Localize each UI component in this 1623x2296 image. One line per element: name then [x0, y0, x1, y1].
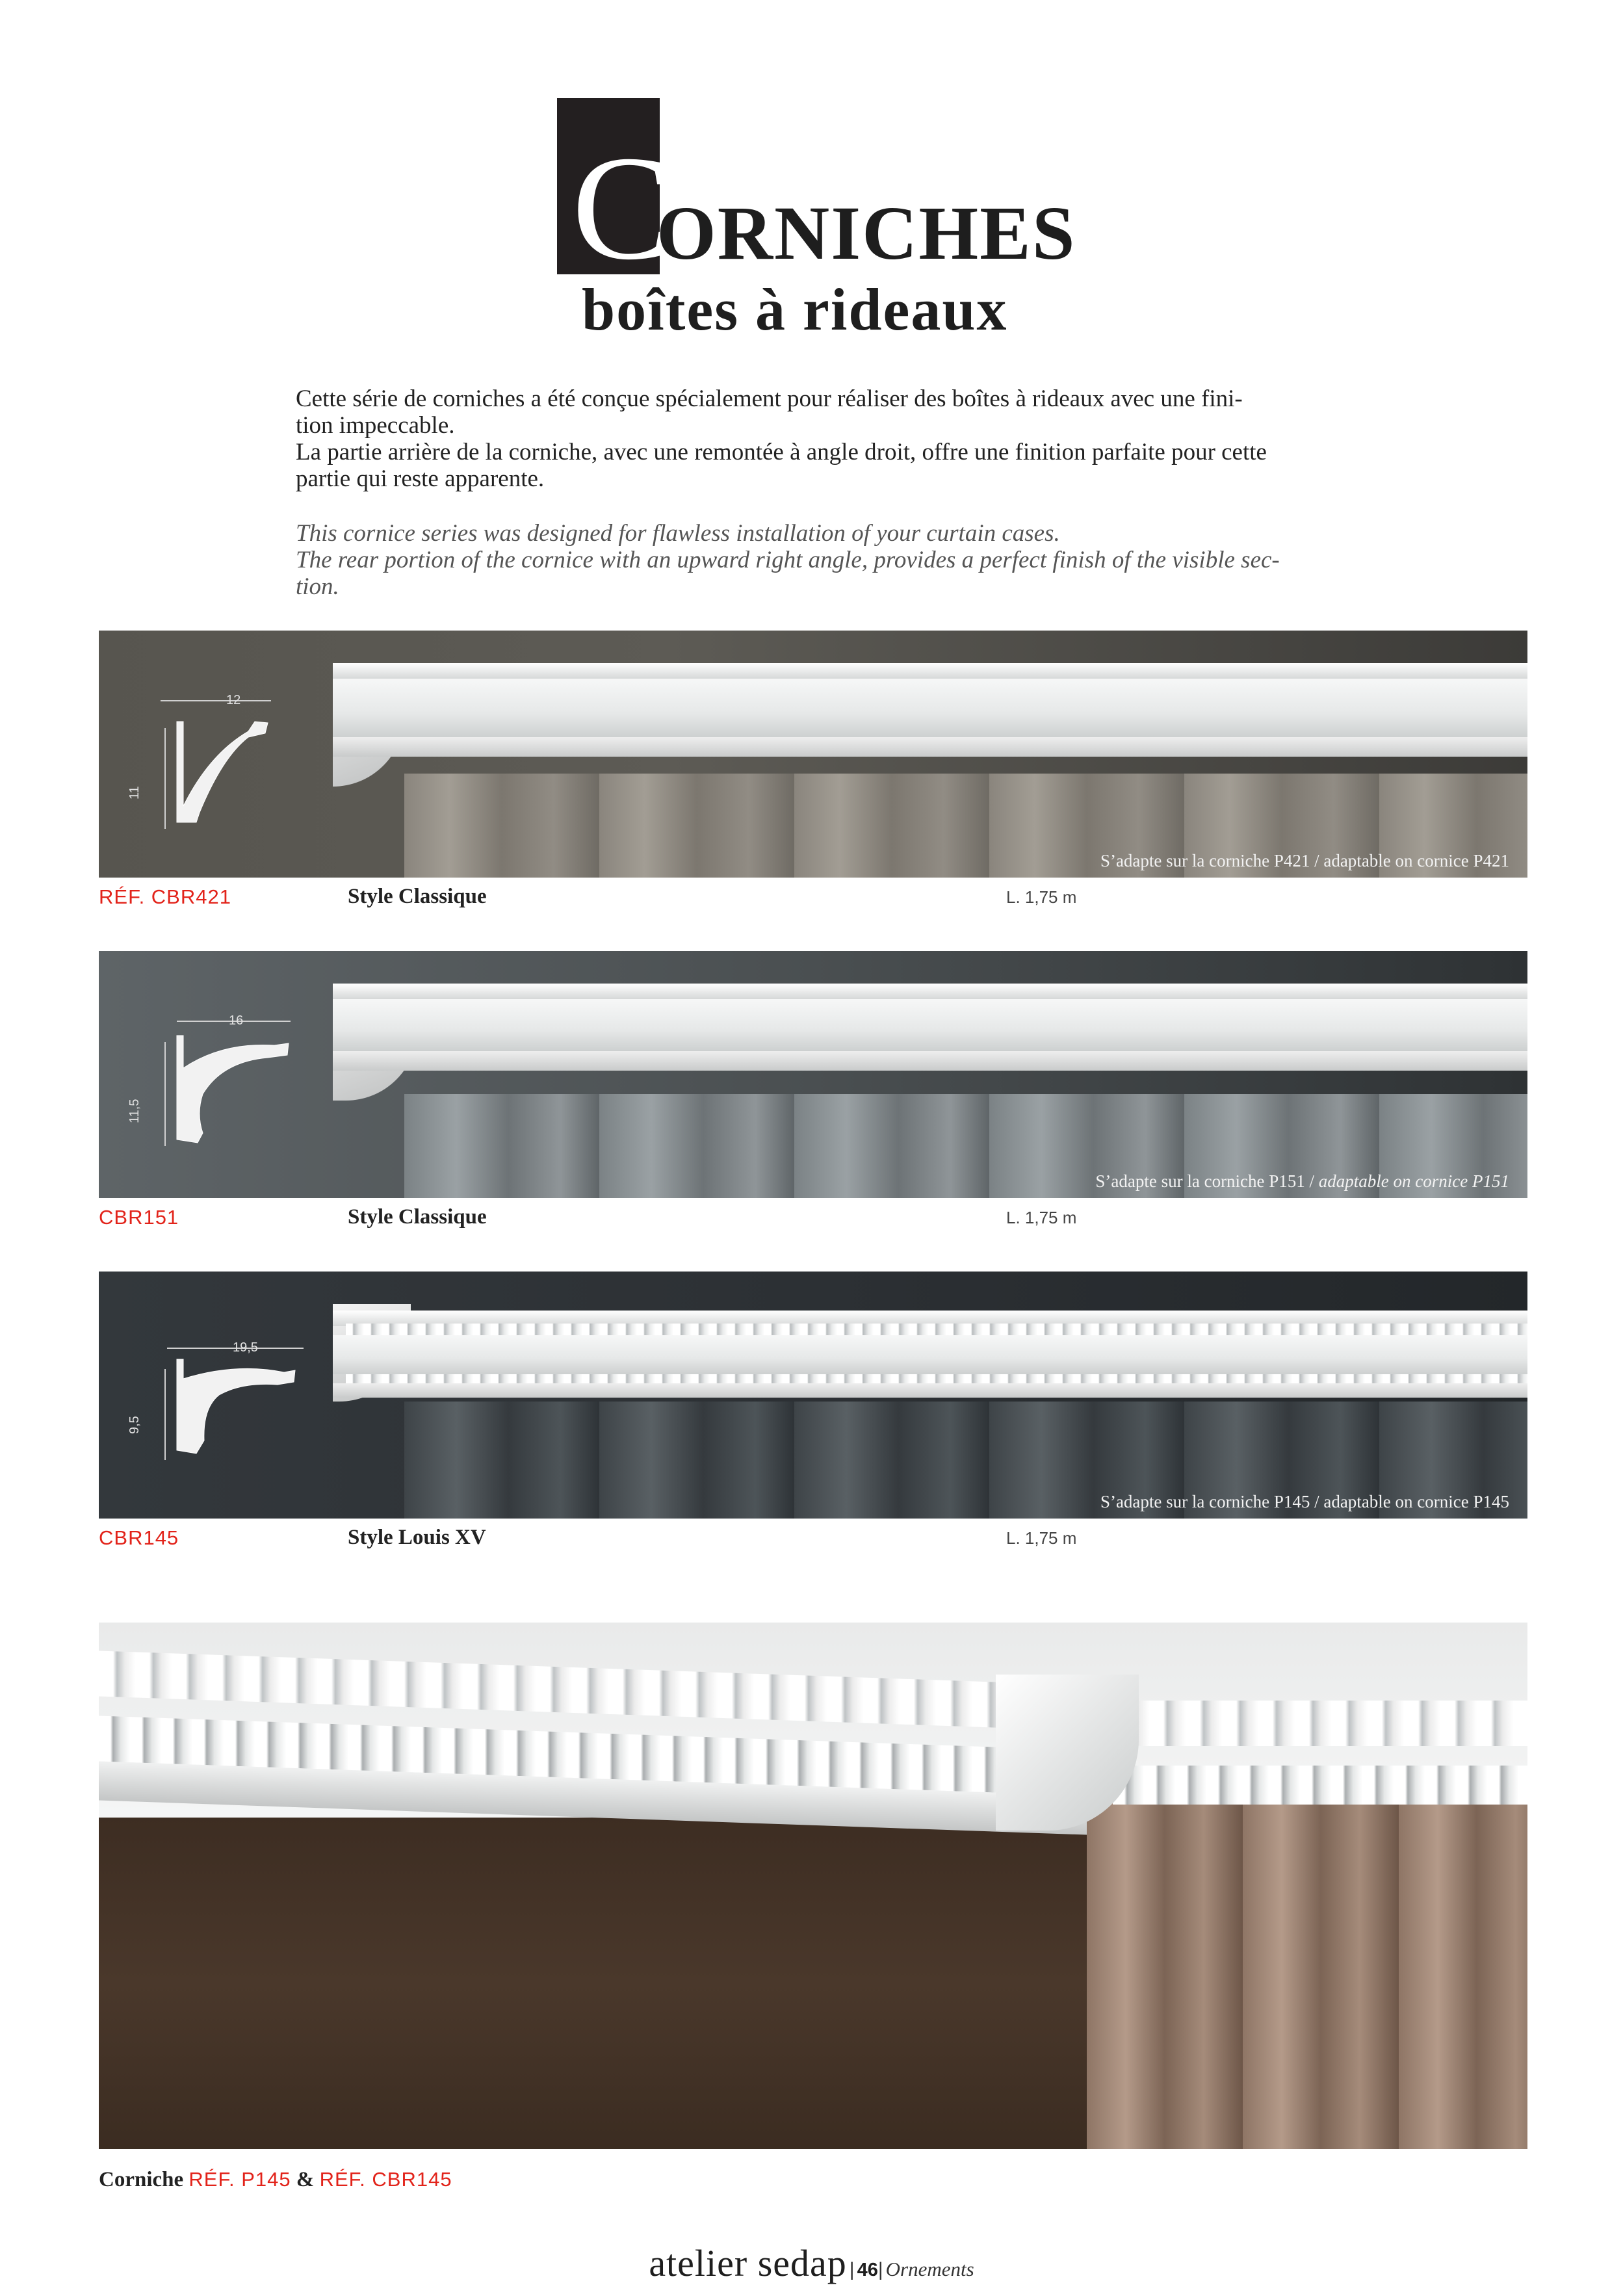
intro-english: [296, 520, 1401, 600]
intro-en-line: tion.: [296, 573, 339, 600]
product-ref: CBR145: [99, 1526, 179, 1549]
dimension-height: 11: [127, 786, 142, 800]
dimension-height: 9,5: [127, 1416, 142, 1434]
product-photo-cbr151: [99, 951, 1527, 1198]
caption-amp: &: [296, 2168, 315, 2191]
footer-separator: |: [849, 2259, 855, 2280]
photo-caption: [99, 2168, 452, 2192]
intro-french: [296, 385, 1401, 492]
adapt-en: adaptable on cornice P421: [1323, 851, 1509, 870]
product-length: L. 1,75 m: [1006, 887, 1077, 907]
profile-drawing: [151, 1016, 307, 1159]
product-photo-cbr421: [99, 631, 1527, 878]
caption-label: Corniche: [99, 2168, 184, 2191]
adapt-note: [1100, 851, 1509, 871]
adapt-en: adaptable on cornice P151: [1318, 1171, 1509, 1191]
adapt-note: [1095, 1171, 1509, 1192]
page-subtitle: boîtes à rideaux: [582, 276, 1008, 343]
caption-ref: RÉF. CBR145: [319, 2168, 452, 2191]
cornice-image: [333, 631, 1527, 800]
dimension-width: 19,5: [233, 1340, 258, 1355]
intro-fr-line: La partie arrière de la corniche, avec une remontée à angle droit, offre une finition parfaite pour cette: [296, 439, 1267, 465]
profile-drawing: [151, 696, 281, 839]
product-style: Style Classique: [348, 1205, 487, 1229]
caption-ref: RÉF. P145: [188, 2168, 291, 2191]
page-title: ORNICHES: [656, 190, 1076, 276]
product-style: Style Louis XV: [348, 1526, 486, 1549]
adapt-fr: S’adapte sur la corniche P145 /: [1100, 1492, 1324, 1511]
page-number: 46: [857, 2260, 878, 2280]
footer: [0, 2241, 1623, 2285]
cornice-image: [333, 1272, 1527, 1428]
intro-fr-line: tion impeccable.: [296, 412, 455, 439]
adapt-en: adaptable on cornice P145: [1323, 1492, 1509, 1511]
product-style: Style Classique: [348, 885, 487, 908]
dimension-width: 12: [226, 693, 241, 707]
cornice-image: [333, 951, 1527, 1120]
product-photo-cbr145: [99, 1272, 1527, 1519]
adapt-fr: S’adapte sur la corniche P421 /: [1100, 851, 1324, 870]
brand-name: atelier sedap: [649, 2242, 847, 2284]
product-length: L. 1,75 m: [1006, 1208, 1077, 1227]
intro-en-line: The rear portion of the cornice with an upward right angle, provides a perfect finish of the visible sec-: [296, 547, 1280, 573]
product-ref: RÉF. CBR421: [99, 885, 231, 908]
dimension-height: 11,5: [127, 1099, 142, 1123]
intro-fr-line: Cette série de corniches a été conçue spécialement pour réaliser des boîtes à rideaux avec une fini-: [296, 385, 1243, 412]
footer-separator: |: [877, 2259, 883, 2280]
dimension-width: 16: [229, 1013, 244, 1028]
adapt-note: [1100, 1492, 1509, 1512]
profile-drawing: [151, 1343, 307, 1473]
adapt-fr: S’adapte sur la corniche P151 /: [1095, 1171, 1319, 1191]
curtain-image: [1087, 1779, 1527, 2149]
title-initial: C: [572, 125, 672, 291]
intro-fr-line: partie qui reste apparente.: [296, 465, 545, 492]
intro-en-line: This cornice series was designed for flawless installation of your curtain cases.: [296, 520, 1060, 547]
product-length: L. 1,75 m: [1006, 1528, 1077, 1548]
section-name: Ornements: [885, 2258, 974, 2280]
product-ref: CBR151: [99, 1206, 179, 1229]
installation-photo: [99, 1623, 1527, 2149]
